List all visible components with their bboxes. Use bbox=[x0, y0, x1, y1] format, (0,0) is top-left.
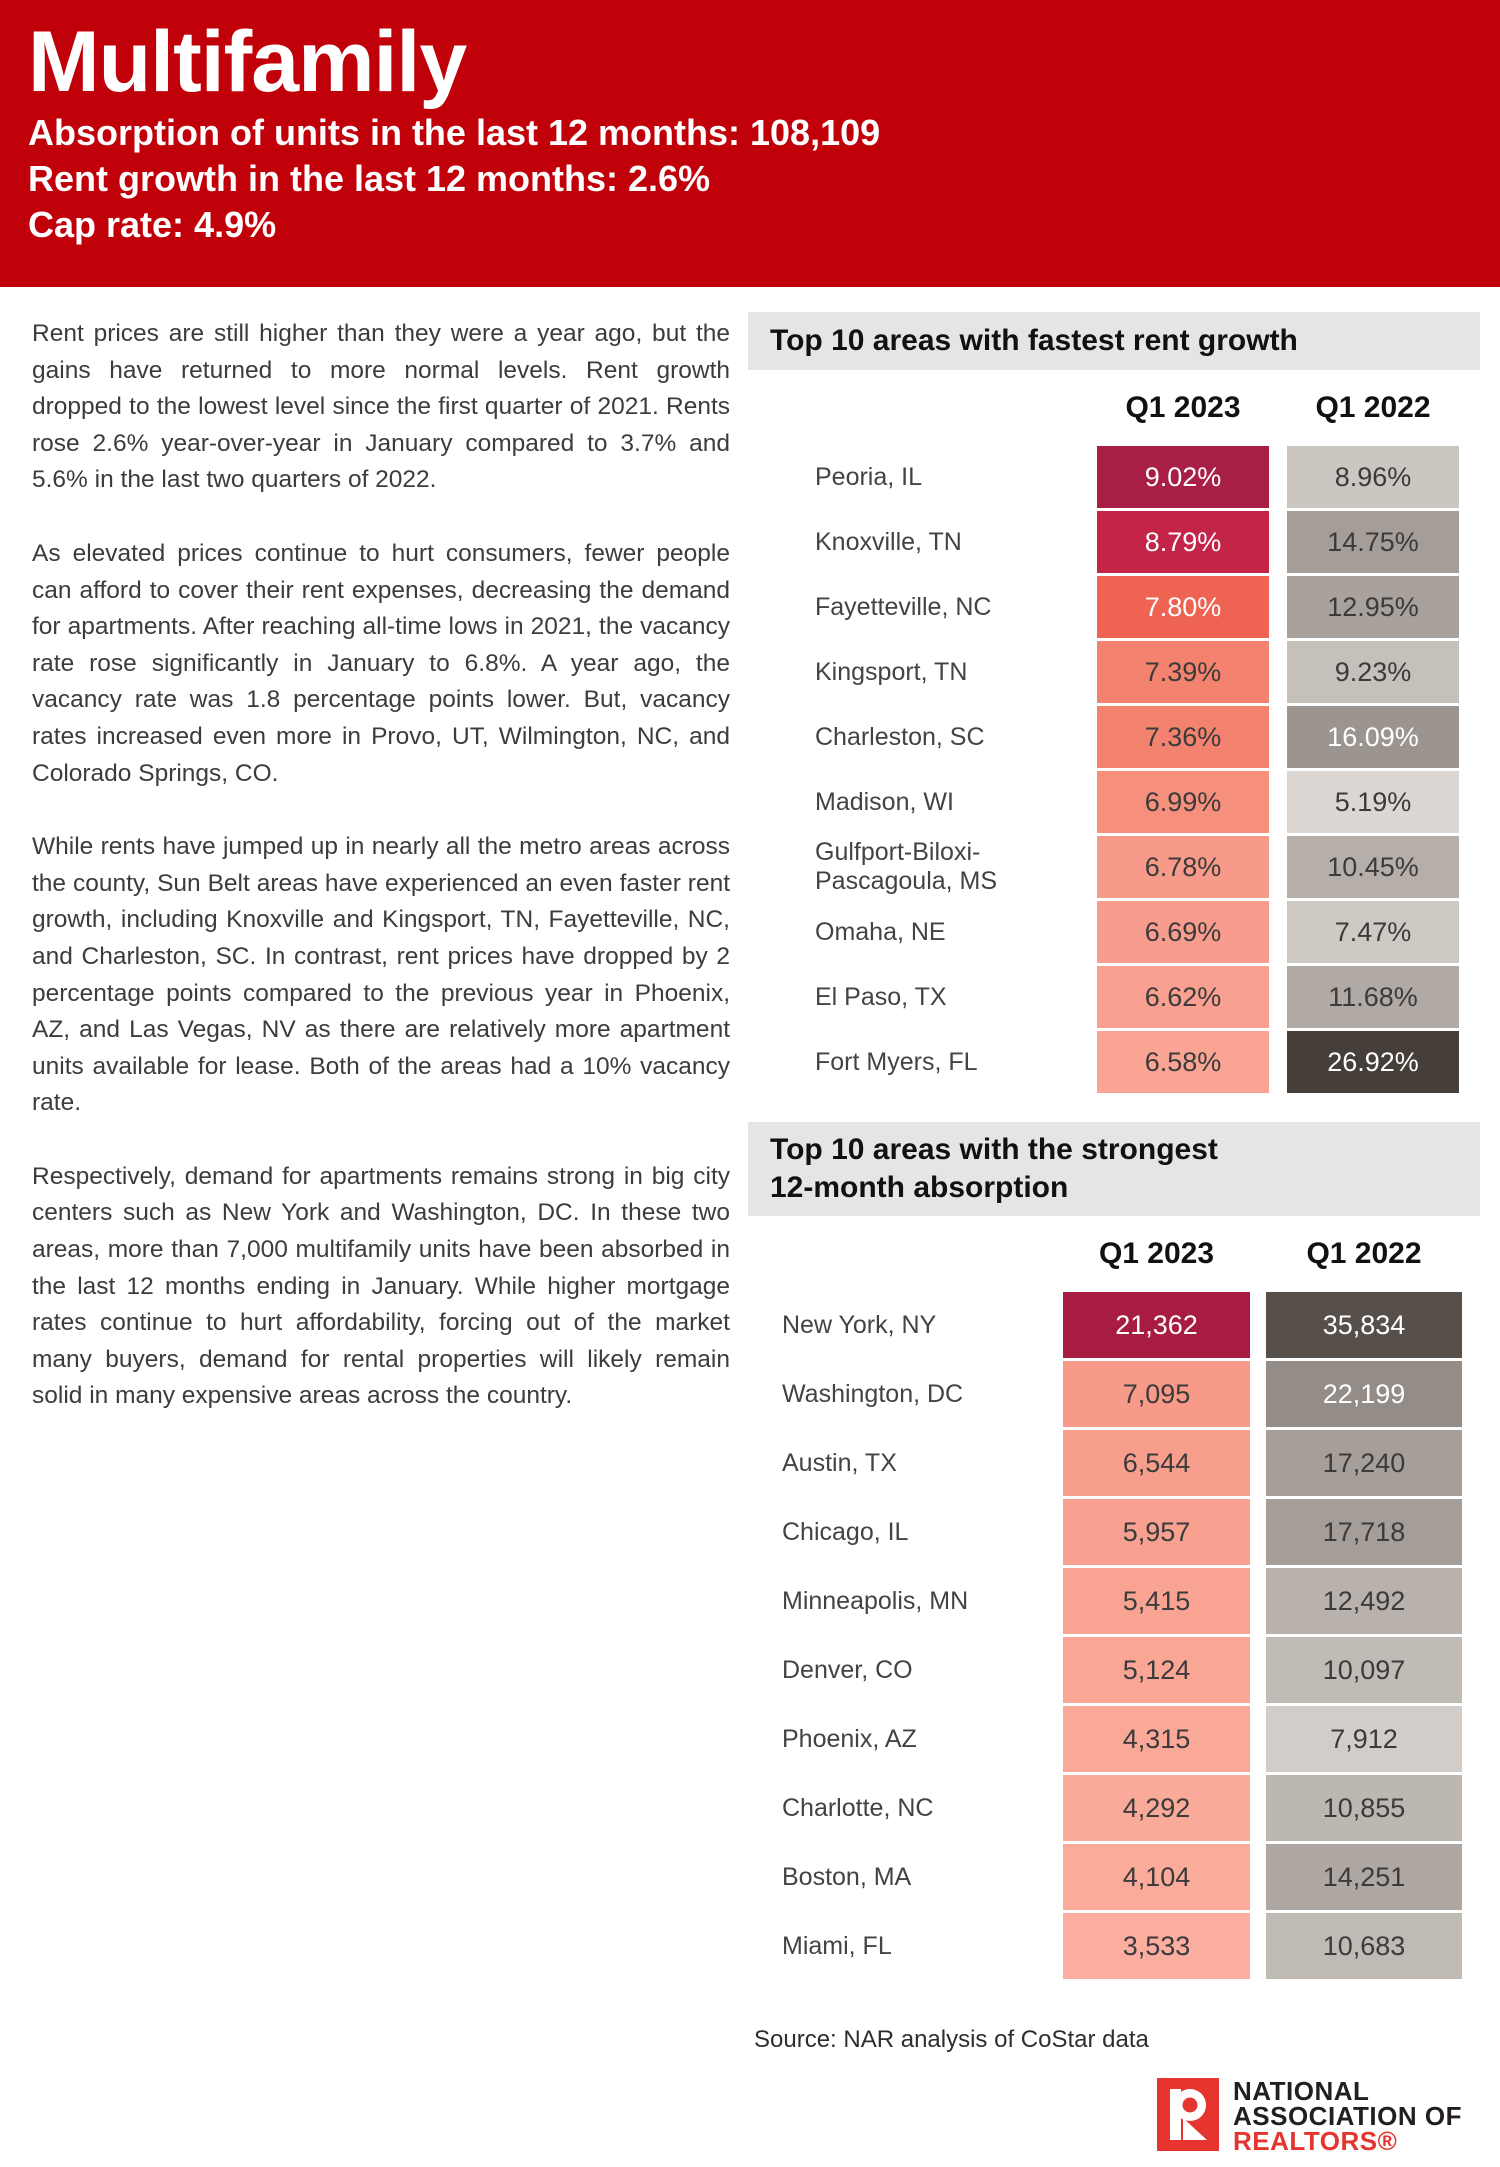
column-header-spacer bbox=[748, 1234, 1047, 1274]
value-cell-q1-2022: 7.47% bbox=[1287, 901, 1459, 963]
rent-growth-table-header bbox=[748, 388, 1480, 428]
area-label: Phoenix, AZ bbox=[782, 1724, 917, 1753]
value-cell-q1-2023: 5,415 bbox=[1063, 1568, 1250, 1634]
value-cell-q1-2023: 6.99% bbox=[1097, 771, 1269, 833]
value-cell-q1-2023: 21,362 bbox=[1063, 1292, 1250, 1358]
value-cell-q1-2022: 10,855 bbox=[1266, 1775, 1462, 1841]
absorption-table-title bbox=[748, 1122, 1480, 1216]
value-cell-q1-2022: 8.96% bbox=[1287, 446, 1459, 508]
value-cell-q1-2023: 6.69% bbox=[1097, 901, 1269, 963]
column-header-q1-2022: Q1 2022 bbox=[1315, 391, 1431, 424]
value-cell-q1-2023: 5,957 bbox=[1063, 1499, 1250, 1565]
source-note: Source: NAR analysis of CoStar data bbox=[754, 2026, 1149, 2053]
value-cell-q1-2023: 4,104 bbox=[1063, 1844, 1250, 1910]
value-cell-q1-2022: 35,834 bbox=[1266, 1292, 1462, 1358]
paragraph-sun-belt: While rents have jumped up in nearly all the metro areas across the county, Sun Belt areas have experienced an even faster rent growth, including Knoxville and Kingsport, TN, Fayetteville, NC, and Charleston, SC. In contrast, rent prices have dropped by 2 percentage points compared to the previous year in Phoenix, AZ, and Las Vegas, NV as there are relatively more apartment units available for lease. Both of the areas had a 10% vacancy rate. bbox=[32, 833, 730, 1117]
body-text-column bbox=[32, 316, 730, 1452]
tables-column bbox=[748, 312, 1480, 2156]
paragraph-demand: Respectively, demand for apartments remains strong in big city centers such as New York and Washington, DC. In these two areas, more than 7,000 multifamily units have been absorbed in the last 12 months ending in January. While higher mortgage rates continue to hurt affordability, forcing out of the market many buyers, demand for rental properties will likely remain solid in many expensive areas across the country. bbox=[32, 1162, 730, 1410]
value-cell-q1-2022: 5.19% bbox=[1287, 771, 1459, 833]
value-cell-q1-2023: 6.78% bbox=[1097, 836, 1269, 898]
nar-logo-text bbox=[1233, 2078, 1462, 2154]
paragraph-rent-prices: Rent prices are still higher than they were a year ago, but the gains have returned to more normal levels. Rent growth dropped to the lowest level since the first quarter of 2021. Rents rose 2.6% year-over-year in January compared to 3.7% and 5.6% in the last two quarters of 2022. bbox=[32, 320, 730, 494]
value-cell-q1-2023: 9.02% bbox=[1097, 446, 1269, 508]
value-cell-q1-2022: 10.45% bbox=[1287, 836, 1459, 898]
column-header-q1-2022: Q1 2022 bbox=[1306, 1237, 1422, 1270]
nar-logo-line-national: NATIONAL bbox=[1233, 2076, 1370, 2106]
value-cell-q1-2022: 16.09% bbox=[1287, 706, 1459, 768]
paragraph-vacancy: As elevated prices continue to hurt consumers, fewer people can afford to cover their rent expenses, decreasing the demand for apartments. After reaching all-time lows in 2021, the vacancy rate rose significantly in January to 6.8%. A year ago, the vacancy rate was 1.8 percentage points lower. But, vacancy rates increased even more in Provo, UT, Wilmington, NC, and Colorado Springs, CO. bbox=[32, 539, 730, 787]
stat-rent-growth: Rent growth in the last 12 months: 2.6% bbox=[28, 158, 711, 199]
table-title-line: Top 10 areas with fastest rent growth bbox=[770, 324, 1298, 357]
area-label: Charleston, SC bbox=[815, 722, 985, 751]
area-label: Washington, DC bbox=[782, 1379, 964, 1408]
area-label: Boston, MA bbox=[782, 1862, 912, 1891]
area-label: El Paso, TX bbox=[815, 982, 947, 1011]
area-label: Peoria, IL bbox=[815, 462, 923, 491]
stat-cap-rate: Cap rate: 4.9% bbox=[28, 204, 277, 245]
value-cell-q1-2022: 22,199 bbox=[1266, 1361, 1462, 1427]
nar-logo-line-association: ASSOCIATION OF bbox=[1233, 2101, 1462, 2131]
value-cell-q1-2022: 26.92% bbox=[1287, 1031, 1459, 1093]
value-cell-q1-2022: 12.95% bbox=[1287, 576, 1459, 638]
rent-growth-table-rows bbox=[748, 446, 1480, 1093]
value-cell-q1-2023: 6,544 bbox=[1063, 1430, 1250, 1496]
value-cell-q1-2023: 7.36% bbox=[1097, 706, 1269, 768]
nar-r-icon bbox=[1157, 2078, 1219, 2156]
absorption-table-header bbox=[748, 1234, 1480, 1274]
area-label: Kingsport, TN bbox=[815, 657, 968, 686]
column-header-spacer bbox=[748, 388, 1079, 428]
area-label: Omaha, NE bbox=[815, 917, 946, 946]
value-cell-q1-2022: 10,683 bbox=[1266, 1913, 1462, 1979]
table-title-line: Top 10 areas with the strongest bbox=[770, 1133, 1218, 1166]
rent-growth-table-title bbox=[748, 312, 1480, 370]
page-header bbox=[0, 0, 1500, 287]
area-label: Austin, TX bbox=[782, 1448, 897, 1477]
value-cell-q1-2023: 7,095 bbox=[1063, 1361, 1250, 1427]
nar-logo-line-realtors: REALTORS® bbox=[1233, 2126, 1398, 2156]
value-cell-q1-2022: 10,097 bbox=[1266, 1637, 1462, 1703]
area-label: Charlotte, NC bbox=[782, 1793, 934, 1822]
area-label: Miami, FL bbox=[782, 1931, 892, 1960]
absorption-table bbox=[748, 1122, 1480, 1979]
value-cell-q1-2023: 3,533 bbox=[1063, 1913, 1250, 1979]
value-cell-q1-2023: 7.80% bbox=[1097, 576, 1269, 638]
value-cell-q1-2023: 4,315 bbox=[1063, 1706, 1250, 1772]
value-cell-q1-2023: 6.58% bbox=[1097, 1031, 1269, 1093]
value-cell-q1-2023: 7.39% bbox=[1097, 641, 1269, 703]
value-cell-q1-2022: 14.75% bbox=[1287, 511, 1459, 573]
value-cell-q1-2023: 5,124 bbox=[1063, 1637, 1250, 1703]
value-cell-q1-2022: 14,251 bbox=[1266, 1844, 1462, 1910]
value-cell-q1-2022: 17,240 bbox=[1266, 1430, 1462, 1496]
area-label: Madison, WI bbox=[815, 787, 954, 816]
area-label: New York, NY bbox=[782, 1310, 937, 1339]
value-cell-q1-2022: 12,492 bbox=[1266, 1568, 1462, 1634]
absorption-table-rows bbox=[748, 1292, 1480, 1979]
value-cell-q1-2023: 4,292 bbox=[1063, 1775, 1250, 1841]
column-header-q1-2023: Q1 2023 bbox=[1125, 391, 1241, 424]
stat-absorption: Absorption of units in the last 12 months: 108,109 bbox=[28, 112, 881, 153]
value-cell-q1-2023: 6.62% bbox=[1097, 966, 1269, 1028]
area-label: Gulfport-Biloxi-Pascagoula, MS bbox=[815, 838, 998, 895]
rent-growth-table bbox=[748, 312, 1480, 1093]
area-label: Fayetteville, NC bbox=[815, 592, 992, 621]
value-cell-q1-2022: 17,718 bbox=[1266, 1499, 1462, 1565]
column-header-q1-2023: Q1 2023 bbox=[1098, 1237, 1215, 1270]
value-cell-q1-2023: 8.79% bbox=[1097, 511, 1269, 573]
area-label: Knoxville, TN bbox=[815, 527, 962, 556]
value-cell-q1-2022: 9.23% bbox=[1287, 641, 1459, 703]
area-label: Chicago, IL bbox=[782, 1517, 909, 1546]
area-label: Fort Myers, FL bbox=[815, 1047, 978, 1076]
table-title-line: 12-month absorption bbox=[770, 1171, 1069, 1204]
page-title: Multifamily bbox=[28, 14, 467, 110]
value-cell-q1-2022: 11.68% bbox=[1287, 966, 1459, 1028]
nar-logo bbox=[1157, 2078, 1480, 2156]
area-label: Minneapolis, MN bbox=[782, 1586, 969, 1615]
area-label: Denver, CO bbox=[782, 1655, 913, 1684]
value-cell-q1-2022: 7,912 bbox=[1266, 1706, 1462, 1772]
